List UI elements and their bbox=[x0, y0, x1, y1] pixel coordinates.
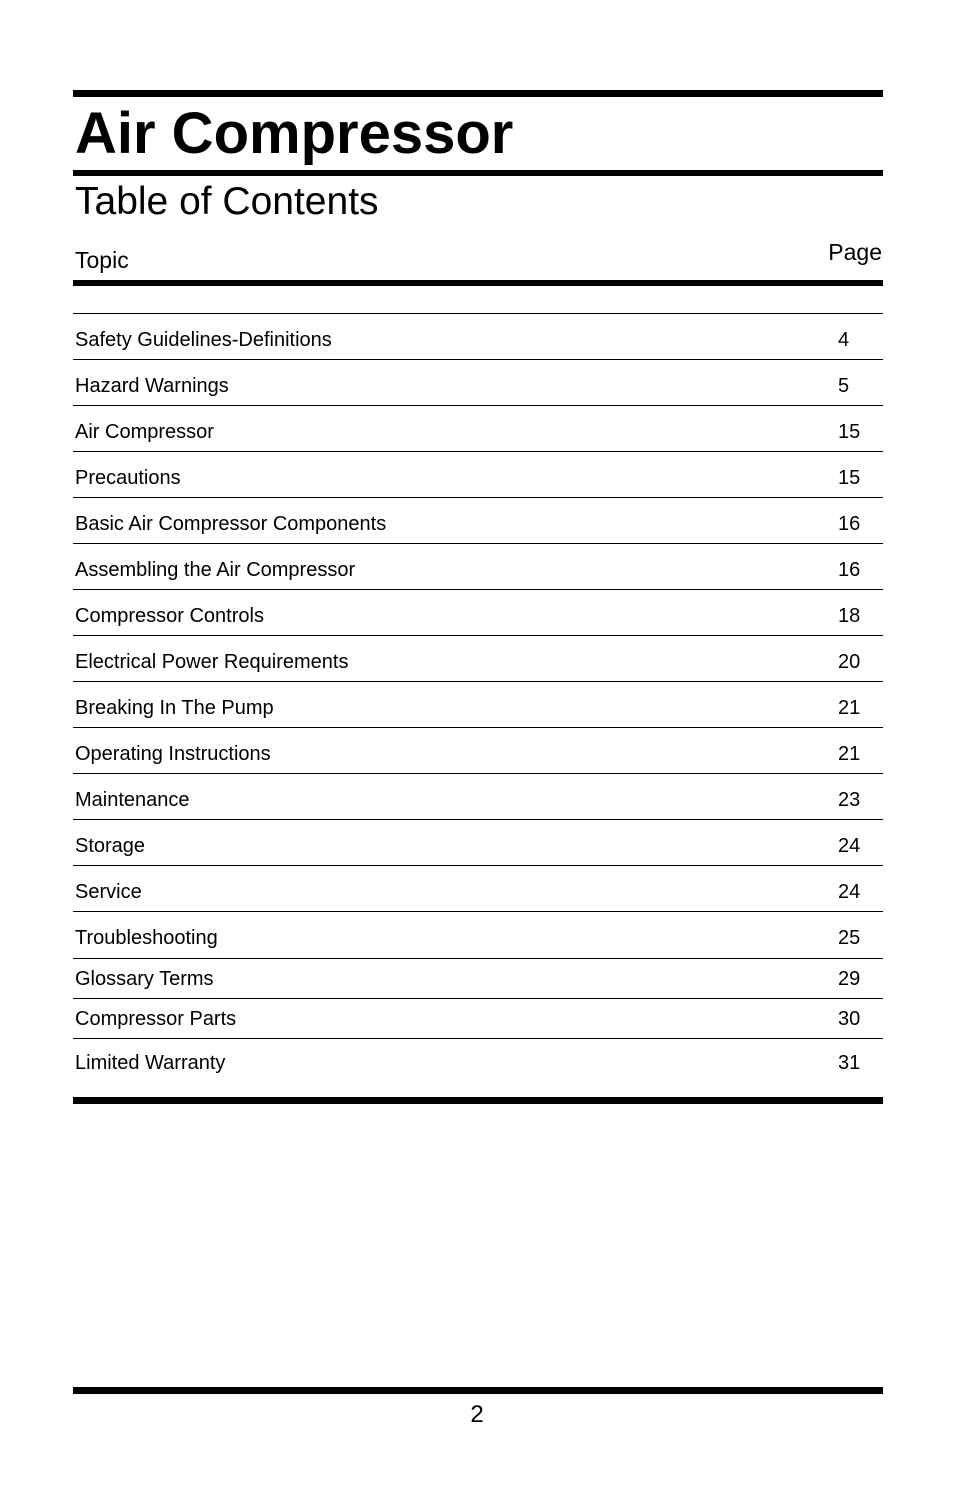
toc-topic: Electrical Power Requirements bbox=[75, 651, 349, 673]
toc-topic: Maintenance bbox=[75, 789, 190, 811]
footer-rule bbox=[73, 1387, 883, 1394]
toc-page-number: 31 bbox=[838, 1052, 861, 1074]
toc-topic: Troubleshooting bbox=[75, 927, 218, 949]
toc-page-number: 21 bbox=[838, 697, 861, 719]
toc-topic: Breaking In The Pump bbox=[75, 697, 274, 719]
bottom-rule bbox=[73, 1097, 883, 1104]
page-column-header: Page bbox=[828, 239, 882, 265]
toc-page-number: 29 bbox=[838, 968, 861, 990]
toc-topic: Hazard Warnings bbox=[75, 375, 229, 397]
toc-topic: Compressor Parts bbox=[75, 1008, 237, 1030]
document-title: Air Compressor bbox=[75, 101, 514, 166]
toc-entry[interactable] bbox=[73, 1039, 883, 1091]
toc-page-number: 18 bbox=[838, 605, 861, 627]
toc-entry[interactable] bbox=[73, 314, 883, 360]
toc-topic: Glossary Terms bbox=[75, 968, 214, 990]
toc-topic: Service bbox=[75, 881, 142, 903]
toc-page-number: 15 bbox=[838, 421, 861, 443]
topic-column-header: Topic bbox=[75, 247, 129, 273]
toc-entry[interactable] bbox=[73, 452, 883, 498]
toc-entry[interactable] bbox=[73, 774, 883, 820]
toc-topic: Limited Warranty bbox=[75, 1052, 226, 1074]
toc-entry[interactable] bbox=[73, 820, 883, 866]
toc-entry[interactable] bbox=[73, 866, 883, 912]
toc-topic: Compressor Controls bbox=[75, 605, 264, 627]
toc-page-number: 20 bbox=[838, 651, 861, 673]
toc-entry[interactable] bbox=[73, 498, 883, 544]
toc-entry[interactable] bbox=[73, 728, 883, 774]
toc-topic: Operating Instructions bbox=[75, 743, 271, 765]
toc-entry[interactable] bbox=[73, 636, 883, 682]
toc-page-number: 23 bbox=[838, 789, 861, 811]
table-of-contents bbox=[73, 313, 883, 1091]
toc-entry[interactable] bbox=[73, 544, 883, 590]
toc-page-number: 25 bbox=[838, 927, 861, 949]
title-rule bbox=[73, 170, 883, 176]
toc-entry[interactable] bbox=[73, 959, 883, 999]
toc-page-number: 16 bbox=[838, 559, 861, 581]
header-rule bbox=[73, 280, 883, 286]
toc-entry[interactable] bbox=[73, 590, 883, 636]
toc-page-number: 30 bbox=[838, 1008, 861, 1030]
page-number: 2 bbox=[470, 1401, 484, 1428]
document-subtitle: Table of Contents bbox=[75, 180, 379, 223]
toc-entry[interactable] bbox=[73, 682, 883, 728]
toc-entry[interactable] bbox=[73, 360, 883, 406]
toc-page-number: 16 bbox=[838, 513, 861, 535]
toc-page-number: 21 bbox=[838, 743, 861, 765]
toc-entry[interactable] bbox=[73, 999, 883, 1039]
toc-topic: Storage bbox=[75, 835, 146, 857]
toc-page-number: 15 bbox=[838, 467, 861, 489]
toc-topic: Assembling the Air Compressor bbox=[75, 559, 356, 581]
toc-topic: Basic Air Compressor Components bbox=[75, 513, 387, 535]
toc-page-number: 5 bbox=[838, 375, 850, 397]
toc-entry[interactable] bbox=[73, 406, 883, 452]
toc-page-number: 24 bbox=[838, 835, 861, 857]
toc-topic: Air Compressor bbox=[75, 421, 214, 443]
toc-page-number: 24 bbox=[838, 881, 861, 903]
top-rule bbox=[73, 90, 883, 97]
toc-topic: Precautions bbox=[75, 467, 181, 489]
toc-page-number: 4 bbox=[838, 329, 850, 351]
toc-entry[interactable] bbox=[73, 912, 883, 959]
toc-topic: Safety Guidelines-Definitions bbox=[75, 329, 332, 351]
